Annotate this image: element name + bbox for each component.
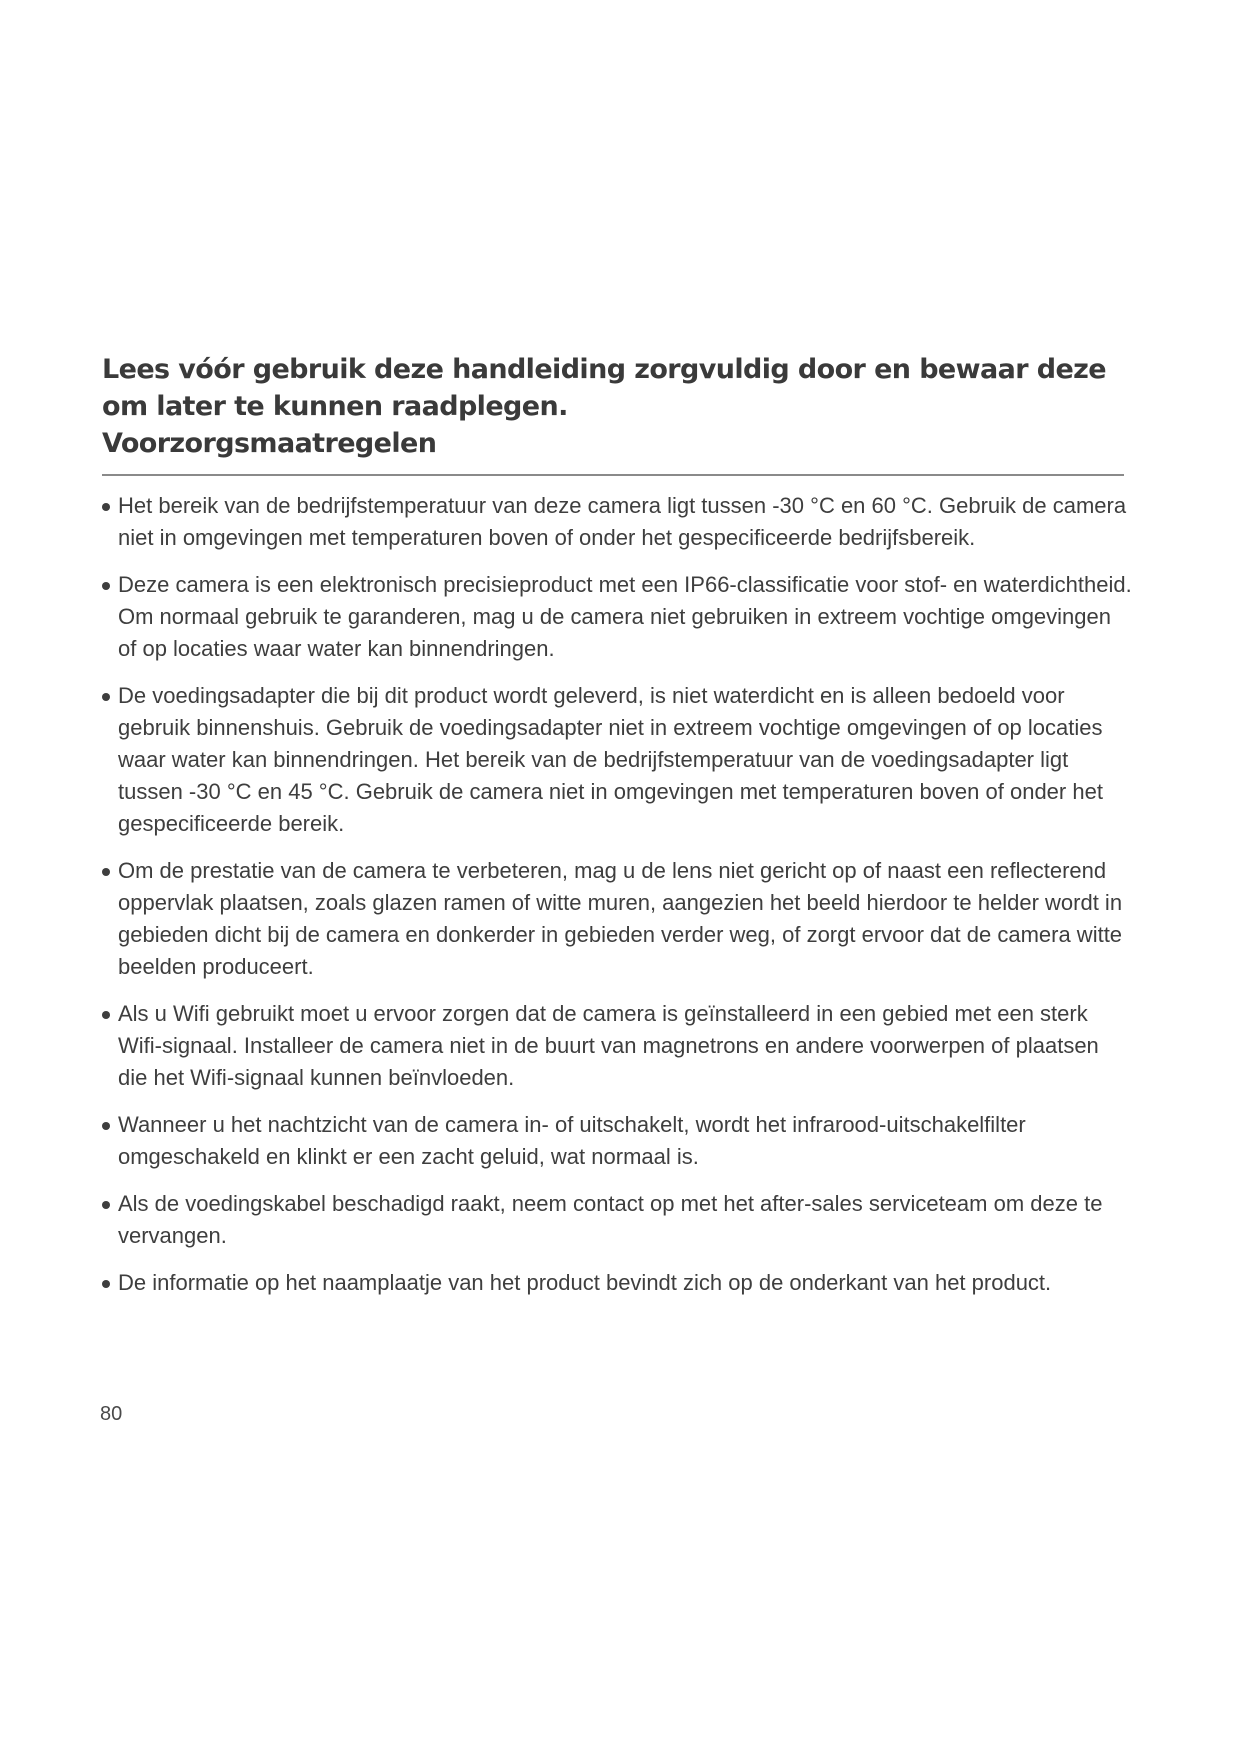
bullet-icon: [102, 693, 110, 701]
precaution-item: [102, 490, 1132, 554]
precaution-item: [102, 680, 1132, 840]
precaution-item: [102, 1188, 1132, 1252]
section-title: Voorzorgsmaatregelen: [102, 428, 437, 459]
precaution-item: [102, 1267, 1132, 1299]
precaution-text: Het bereik van de bedrijfstemperatuur van deze camera ligt tussen -30 °C en 60 °C. Gebruik de camera niet in omgevingen met temperaturen boven of onder het gespecificeerde bedrijfsbereik.: [118, 493, 1127, 550]
precaution-item: [102, 998, 1132, 1094]
bullet-icon: [102, 868, 110, 876]
precaution-text: Wanneer u het nachtzicht van de camera in- of uitschakelt, wordt het infrarood-uitschakelfilter omgeschakeld en klinkt er een zacht geluid, wat normaal is.: [118, 1112, 1026, 1169]
bullet-icon: [102, 503, 110, 511]
precaution-text: De voedingsadapter die bij dit product wordt geleverd, is niet waterdicht en is alleen bedoeld voor gebruik binnenshuis. Gebruik de voedingsadapter niet in extreem vochtige omgevingen of op locaties waar water kan binnendringen. Het bereik van de bedrijfstemperatuur van de voedingsadapter ligt tussen -30 °C en 45 °C. Gebruik de camera niet in omgevingen met temperaturen boven of onder het gespecificeerde bereik.: [118, 683, 1103, 836]
bullet-icon: [102, 1011, 110, 1019]
bullet-icon: [102, 1280, 110, 1288]
intro-heading: Lees vóór gebruik deze handleiding zorgvuldig door en bewaar deze om later te kunnen raadplegen.: [102, 354, 1107, 422]
precaution-text: De informatie op het naamplaatje van het product bevindt zich op de onderkant van het product.: [118, 1270, 1052, 1295]
precaution-text: Als de voedingskabel beschadigd raakt, neem contact op met het after-sales serviceteam om deze te vervangen.: [118, 1191, 1103, 1248]
precautions-list: [102, 490, 1132, 1314]
precaution-text: Om de prestatie van de camera te verbeteren, mag u de lens niet gericht op of naast een reflecterend oppervlak plaatsen, zoals glazen ramen of witte muren, aangezien het beeld hierdoor te helder wordt in gebieden dicht bij de camera en donkerder in gebieden verder weg, of zorgt ervoor dat de camera witte beelden produceert.: [118, 858, 1123, 979]
precaution-item: [102, 569, 1132, 665]
precaution-text: Als u Wifi gebruikt moet u ervoor zorgen dat de camera is geïnstalleerd in een gebied met een sterk Wifi-signaal. Installeer de camera niet in de buurt van magnetrons en andere voorwerpen of plaatsen die het Wifi-signaal kunnen beïnvloeden.: [118, 1001, 1099, 1090]
bullet-icon: [102, 582, 110, 590]
precaution-item: [102, 1109, 1132, 1173]
bullet-icon: [102, 1122, 110, 1130]
precaution-item: [102, 855, 1132, 983]
bullet-icon: [102, 1201, 110, 1209]
page-number: 80: [100, 1403, 123, 1425]
section-divider: [102, 474, 1124, 476]
precaution-text: Deze camera is een elektronisch precisieproduct met een IP66-classificatie voor stof- en waterdichtheid. Om normaal gebruik te garanderen, mag u de camera niet gebruiken in extreem vochtige omgevingen of op locaties waar water kan binnendringen.: [118, 572, 1132, 661]
